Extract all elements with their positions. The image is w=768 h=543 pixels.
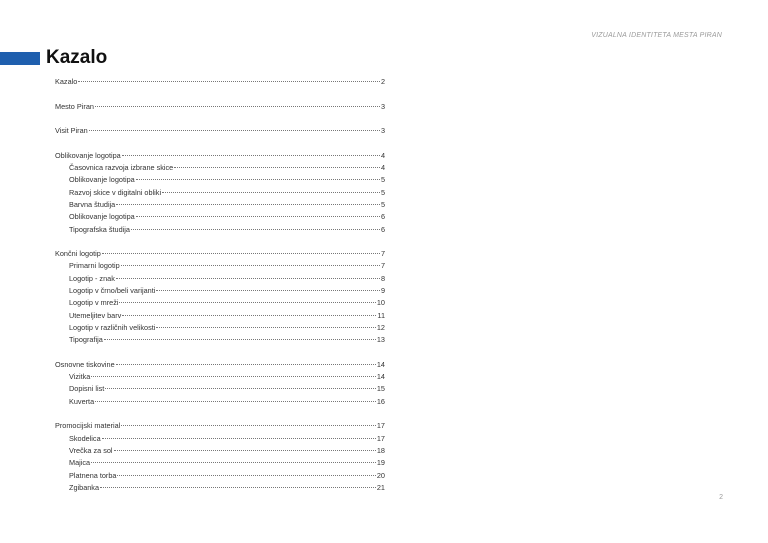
toc-entry-page: 5 <box>380 187 385 197</box>
toc-subentry[interactable] <box>55 297 385 309</box>
toc-entry-label: Mesto Piran <box>55 101 94 111</box>
toc-entry-page: 11 <box>377 310 385 320</box>
toc-entry-page: 21 <box>376 482 385 492</box>
toc-entry[interactable] <box>55 248 385 260</box>
toc-subentry[interactable] <box>55 470 385 482</box>
toc-entry-page: 14 <box>376 372 385 382</box>
toc-subentry[interactable] <box>55 482 385 494</box>
toc-dot-leader <box>89 130 380 131</box>
toc-entry-page: 13 <box>376 335 385 345</box>
toc-spacer <box>55 113 385 125</box>
toc-entry-page: 19 <box>376 458 385 468</box>
toc-entry[interactable] <box>55 359 385 371</box>
toc-dot-leader <box>104 339 376 340</box>
toc-entry-page: 8 <box>380 273 385 283</box>
toc-entry[interactable] <box>55 150 385 162</box>
toc-entry-page: 10 <box>376 298 385 308</box>
toc-spacer <box>55 236 385 248</box>
toc-entry-page: 5 <box>380 175 385 185</box>
toc-entry[interactable] <box>55 125 385 137</box>
toc-entry-label: Kazalo <box>55 77 78 86</box>
toc-dot-leader <box>116 278 380 279</box>
toc-entry-page: 3 <box>380 101 385 111</box>
toc-entry-page: 20 <box>376 470 385 480</box>
toc-entry-label: Primarni logotip <box>69 261 120 271</box>
toc-entry-page: 4 <box>380 163 385 173</box>
toc-subentry[interactable] <box>55 224 385 236</box>
toc-dot-leader <box>102 438 376 439</box>
toc-dot-leader <box>122 155 380 156</box>
toc-entry-label: Časovnica razvoja izbrane skice <box>69 163 174 173</box>
toc-entry-page: 17 <box>376 421 385 431</box>
toc-spacer <box>55 408 385 420</box>
toc-dot-leader <box>121 265 380 266</box>
toc-dot-leader <box>121 425 376 426</box>
toc-dot-leader <box>95 106 380 107</box>
toc-entry-page: 16 <box>376 396 385 406</box>
toc-entry-label: Majica <box>69 458 91 468</box>
page-number: 2 <box>719 494 723 501</box>
toc-entry-label: Utemeljitev barv <box>69 310 122 320</box>
toc-entry-page: 9 <box>380 286 385 296</box>
toc-dot-leader <box>174 167 380 168</box>
title-accent-bar <box>0 52 40 65</box>
toc-subentry[interactable] <box>55 383 385 395</box>
toc-entry-label: Logotip v različnih velikosti <box>69 322 156 332</box>
toc-entry-page: 14 <box>376 359 385 369</box>
toc-entry-label: Promocijski material <box>55 421 121 431</box>
toc-entry-label: Visit Piran <box>55 126 88 136</box>
toc-entry-label: Vizitka <box>69 372 91 382</box>
toc-dot-leader <box>136 179 380 180</box>
toc-subentry[interactable] <box>55 433 385 445</box>
toc-entry[interactable] <box>55 101 385 113</box>
toc-subentry[interactable] <box>55 211 385 223</box>
toc-dot-leader <box>78 81 380 82</box>
toc-dot-leader <box>119 302 375 303</box>
toc-dot-leader <box>95 401 376 402</box>
toc-entry-label: Oblikovanje logotipa <box>69 175 135 185</box>
toc-dot-leader <box>91 376 376 377</box>
toc-dot-leader <box>136 216 380 217</box>
toc-entry-page: 3 <box>380 126 385 136</box>
toc-entry-label: Razvoj skice v digitalni obliki <box>69 187 162 197</box>
toc-entry-label: Oblikovanje logotipa <box>55 150 121 160</box>
toc-entry-page: 17 <box>376 433 385 443</box>
toc-entry-page: 6 <box>380 224 385 234</box>
toc-entry-page: 2 <box>380 77 385 86</box>
toc-entry[interactable] <box>55 420 385 432</box>
toc-dot-leader <box>100 487 376 488</box>
page-title: Kazalo <box>46 47 108 68</box>
toc-entry-page: 4 <box>380 150 385 160</box>
toc-dot-leader <box>156 290 380 291</box>
toc-entry-label: Logotip v črno/beli varijanti <box>69 286 156 296</box>
toc-subentry[interactable] <box>55 322 385 334</box>
toc-subentry[interactable] <box>55 396 385 408</box>
toc-entry-page: 7 <box>380 261 385 271</box>
toc-entry-label: Vrečka za sol <box>69 445 113 455</box>
toc-subentry[interactable] <box>55 174 385 186</box>
toc-entry-label: Tipografska študija <box>69 224 130 234</box>
toc-dot-leader <box>105 388 376 389</box>
toc-entry-label: Oblikovanje logotipa <box>69 212 135 222</box>
toc-dot-leader <box>131 229 380 230</box>
toc-dot-leader <box>102 253 380 254</box>
toc-entry-label: Kuverta <box>69 396 95 406</box>
toc-subentry[interactable] <box>55 285 385 297</box>
toc-entry-label: Barvna študija <box>69 199 116 209</box>
toc-spacer <box>55 88 385 100</box>
toc-subentry[interactable] <box>55 457 385 469</box>
toc-subentry[interactable] <box>55 371 385 383</box>
toc-entry-label: Logotip v mreži <box>69 298 119 308</box>
toc-entry-label: Platnena torba <box>69 470 117 480</box>
document-header: VIZUALNA IDENTITETA MESTA PIRAN <box>591 32 722 39</box>
toc-entry-label: Dopisni list <box>69 384 105 394</box>
toc-dot-leader <box>156 327 375 328</box>
toc-entry-label: Končni logotip <box>55 249 101 259</box>
toc-dot-leader <box>116 364 376 365</box>
toc-entry-label: Zgibanka <box>69 482 100 492</box>
toc-entry-page: 6 <box>380 212 385 222</box>
toc-entry-label: Osnovne tiskovine <box>55 359 115 369</box>
toc-subentry[interactable] <box>55 260 385 272</box>
toc-entry-page: 7 <box>380 249 385 259</box>
toc-spacer <box>55 347 385 359</box>
toc-subentry[interactable] <box>55 334 385 346</box>
toc-subentry[interactable] <box>55 187 385 199</box>
toc-spacer <box>55 137 385 149</box>
table-of-contents <box>55 76 385 494</box>
toc-entry-label: Logotip - znak <box>69 273 115 283</box>
toc-entry-page: 15 <box>376 384 385 394</box>
toc-entry-label: Skodelica <box>69 433 101 443</box>
toc-subentry[interactable] <box>55 445 385 457</box>
toc-dot-leader <box>122 315 376 316</box>
toc-dot-leader <box>114 450 376 451</box>
toc-subentry[interactable] <box>55 310 385 322</box>
toc-subentry[interactable] <box>55 162 385 174</box>
toc-subentry[interactable] <box>55 273 385 285</box>
toc-dot-leader <box>117 475 375 476</box>
toc-subentry[interactable] <box>55 199 385 211</box>
toc-dot-leader <box>162 192 380 193</box>
toc-entry-page: 5 <box>380 199 385 209</box>
toc-entry-page: 18 <box>376 445 385 455</box>
toc-entry[interactable] <box>55 76 385 88</box>
toc-dot-leader <box>116 204 380 205</box>
toc-entry-page: 12 <box>376 322 385 332</box>
toc-dot-leader <box>91 462 376 463</box>
toc-entry-label: Tipografija <box>69 335 103 345</box>
